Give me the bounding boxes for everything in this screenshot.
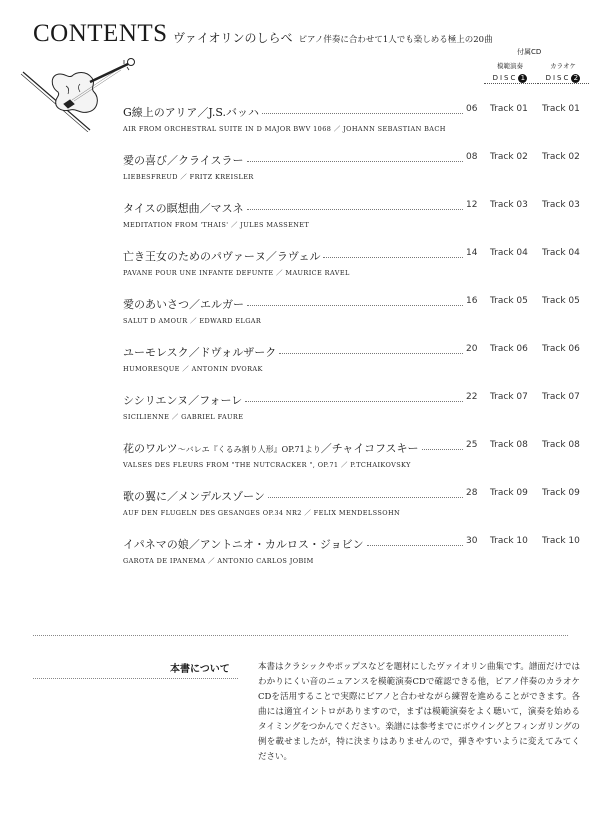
track-karaoke: Track 08 — [542, 440, 580, 450]
entry-title-en: PAVANE POUR UNE INFANTE DEFUNTE ／ MAURICE RAVEL — [123, 269, 350, 277]
leader-dots — [247, 305, 463, 306]
entry-title-main: 愛の喜び／クライスラー — [123, 154, 244, 167]
leader-dots — [268, 497, 463, 498]
page-number: 16 — [466, 296, 478, 306]
track-demo: Track 08 — [490, 440, 528, 450]
entry-title-en: AIR FROM ORCHESTRAL SUITE IN D MAJOR BWV 1068 ／ JOHANN SEBASTIAN BACH — [123, 125, 446, 133]
about-title: 本書について — [170, 664, 230, 675]
track-karaoke: Track 05 — [542, 296, 580, 306]
track-karaoke: Track 07 — [542, 392, 580, 402]
toc-entry — [123, 536, 583, 576]
toc-entry — [123, 344, 583, 384]
entry-title-main: 歌の翼に／メンデルスゾーン — [123, 490, 265, 503]
entry-title-en: SALUT D AMOUR ／ EDWARD ELGAR — [123, 317, 262, 325]
track-demo: Track 01 — [490, 104, 528, 114]
track-karaoke: Track 02 — [542, 152, 580, 162]
track-demo: Track 05 — [490, 296, 528, 306]
entry-title-jp — [123, 440, 419, 456]
entry-title-jp — [123, 200, 244, 216]
entry-title-note: ～バレエ『くるみ割り人形』OP.71より — [177, 445, 321, 454]
leader-dots — [323, 257, 463, 258]
column-head-demo: 模範演奏 — [497, 62, 523, 70]
toc-entry — [123, 488, 583, 528]
track-demo: Track 10 — [490, 536, 528, 546]
toc-entry — [123, 296, 583, 336]
entry-title-jp — [123, 296, 244, 312]
track-karaoke: Track 10 — [542, 536, 580, 546]
track-karaoke: Track 09 — [542, 488, 580, 498]
toc-entry — [123, 248, 583, 288]
page-number: 06 — [466, 104, 478, 114]
entry-title-main: G線上のアリア／J.S.バッハ — [123, 106, 260, 119]
violin-illustration — [20, 52, 140, 132]
entry-title-en: GAROTA DE IPANEMA ／ ANTONIO CARLOS JOBIM — [123, 557, 314, 565]
page-title: CONTENTS — [33, 20, 168, 47]
subtitle-sub: ピアノ伴奏に合わせて1人でも楽しめる極上の20曲 — [298, 35, 493, 45]
page-number: 08 — [466, 152, 478, 162]
subtitle-main: ヴァイオリンのしらべ — [173, 31, 293, 45]
disc-number-badge: 2 — [571, 74, 580, 83]
leader-dots — [367, 545, 463, 546]
book-subtitle — [173, 30, 493, 48]
toc-entry — [123, 152, 583, 192]
entry-title-main: 花のワルツ — [123, 442, 178, 455]
page-number: 14 — [466, 248, 478, 258]
entry-title-main: ユーモレスク／ドヴォルザーク — [123, 346, 277, 359]
leader-dots — [262, 113, 463, 114]
page-number: 30 — [466, 536, 478, 546]
track-karaoke: Track 04 — [542, 248, 580, 258]
entry-title-en: SICILIENNE ／ GABRIEL FAURE — [123, 413, 244, 421]
track-demo: Track 09 — [490, 488, 528, 498]
entry-title-jp — [123, 248, 320, 264]
disc-2-label — [537, 73, 589, 84]
track-demo: Track 03 — [490, 200, 528, 210]
entry-title-en: LIEBESFREUD ／ FRITZ KREISLER — [123, 173, 254, 181]
entry-title-jp — [123, 536, 364, 552]
page-number: 20 — [466, 344, 478, 354]
toc-entry — [123, 104, 583, 144]
entry-title-main: 亡き王女のためのパヴァーヌ／ラヴェル — [123, 250, 321, 263]
entry-title-main: タイスの瞑想曲／マスネ — [123, 202, 244, 215]
disc-word: DISC — [545, 74, 571, 82]
leader-dots — [247, 209, 463, 210]
leader-dots — [247, 161, 463, 162]
track-karaoke: Track 01 — [542, 104, 580, 114]
section-divider — [33, 635, 568, 636]
toc-entry — [123, 200, 583, 240]
entry-title-en: HUMORESQUE ／ ANTONIN DVORAK — [123, 365, 263, 373]
entry-title-jp — [123, 152, 244, 168]
cd-label: 付属CD — [517, 48, 542, 56]
track-demo: Track 06 — [490, 344, 528, 354]
toc-entry — [123, 440, 583, 480]
entry-title-jp — [123, 488, 265, 504]
entry-title-main: イパネマの娘／アントニオ・カルロス・ジョビン — [123, 538, 364, 551]
page-number: 12 — [466, 200, 478, 210]
page-number: 25 — [466, 440, 478, 450]
track-demo: Track 02 — [490, 152, 528, 162]
leader-dots — [245, 401, 463, 402]
entry-title-main: 愛のあいさつ／エルガー — [123, 298, 244, 311]
leader-dots — [279, 353, 463, 354]
track-demo: Track 07 — [490, 392, 528, 402]
entry-title-main: シシリエンヌ／フォーレ — [123, 394, 243, 407]
track-karaoke: Track 03 — [542, 200, 580, 210]
page-number: 28 — [466, 488, 478, 498]
column-head-karaoke: カラオケ — [550, 62, 576, 70]
page-number: 22 — [466, 392, 478, 402]
entry-title-jp — [123, 344, 276, 360]
entry-title-en: MEDITATION FROM 'THAIS' ／ JULES MASSENET — [123, 221, 310, 229]
disc-1-label — [484, 73, 536, 84]
toc-entry — [123, 392, 583, 432]
entry-title-en: AUF DEN FLUGELN DES GESANGES OP.34 NR2 ／ FELIX MENDELSSOHN — [123, 509, 401, 517]
about-rule — [33, 678, 238, 679]
entry-title-jp — [123, 104, 259, 120]
entry-title-composer: ／チャイコフスキー — [320, 442, 419, 455]
about-text: 本書はクラシックやポップスなどを題材にしたヴァイオリン曲集です。譜面だけではわかりにくい音のニュアンスを模範演奏CDで確認できる他，ピアノ伴奏のカラオケCDを活用することで実際にピアノと合わせながら練習を進めることができます。各曲には適宜イントロがありますので，まずは模範演奏をよく聴いて，演奏を始めるタイミングをつかんでください。楽譜には参考までにボウイングとフィンガリングの例を載せましたが，特に決まりはありませんので，弾きやすいように変えてみてください。 — [258, 662, 580, 762]
track-demo: Track 04 — [490, 248, 528, 258]
disc-word: DISC — [492, 74, 518, 82]
entry-title-en: VALSES DES FLEURS FROM "THE NUTCRACKER ", OP.71 ／ P.TCHAIKOVSKY — [123, 461, 411, 469]
leader-dots — [422, 449, 463, 450]
disc-number-badge: 1 — [518, 74, 527, 83]
track-karaoke: Track 06 — [542, 344, 580, 354]
entry-title-jp — [123, 392, 242, 408]
